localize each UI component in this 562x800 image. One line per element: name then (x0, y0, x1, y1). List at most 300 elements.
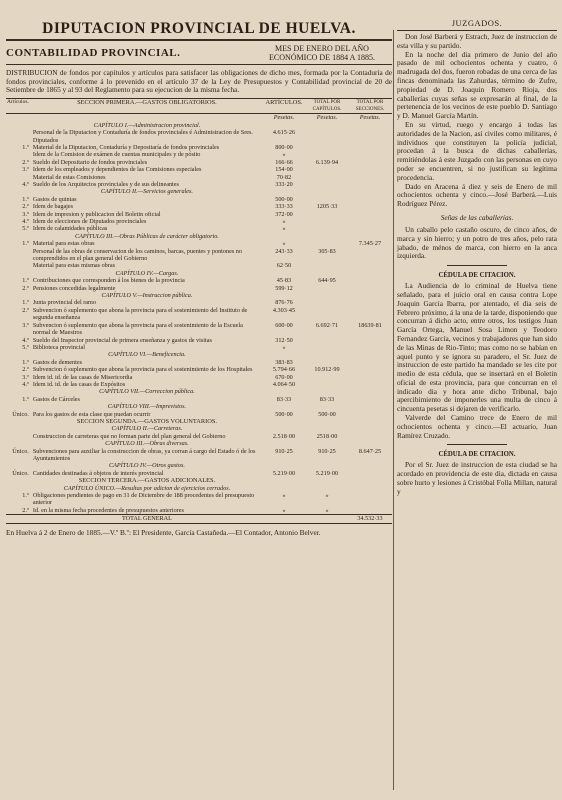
subheader (6, 44, 392, 62)
row-number (6, 122, 32, 129)
chapter-row (6, 292, 392, 299)
row-seccion-total (348, 344, 392, 351)
table-row (6, 433, 392, 440)
table-row (6, 277, 392, 284)
table-row (6, 470, 392, 477)
row-description: CAPÍTULO V.—Instruccion pública. (101, 292, 193, 300)
row-seccion-total (348, 270, 392, 277)
row-number: 1.º (22, 277, 29, 285)
total-label: TOTAL GENERAL (32, 515, 262, 523)
table-row (6, 166, 392, 173)
row-capitulo-total: 6.139·94 (315, 158, 339, 166)
row-seccion-total: 8.647·25 (358, 447, 382, 455)
row-number (6, 270, 32, 277)
row-seccion-total (348, 174, 392, 181)
table-row (6, 181, 392, 188)
row-description: Subvencion ó suplemento que abona la provincia para el sostenimiento de los Hospitales (32, 366, 253, 374)
row-articulo-amount (262, 351, 306, 358)
row-number: 4.º (22, 180, 29, 188)
table-row (6, 366, 392, 373)
row-seccion-total (348, 129, 392, 144)
row-number (6, 174, 32, 181)
row-number (6, 248, 32, 263)
row-capitulo-total (306, 196, 348, 203)
row-capitulo-total: » (325, 506, 329, 514)
chapter-row (6, 485, 392, 492)
row-articulo-amount: 876·76 (275, 299, 293, 307)
row-number: 3.º (22, 166, 29, 174)
row-seccion-total (348, 425, 392, 432)
row-capitulo-total: 5.219·00 (315, 469, 339, 477)
row-seccion-total (348, 218, 392, 225)
table-row (6, 359, 392, 366)
row-seccion-total (348, 144, 392, 151)
row-seccion-total (348, 366, 392, 373)
row-description: CAPÍTULO VI.—Beneficencia. (108, 351, 186, 359)
row-description: Idem id. id. de las casas de Expósitos (32, 380, 126, 388)
row-articulo-amount: 599·12 (275, 284, 293, 292)
row-number (6, 351, 32, 358)
row-number: 4.º (22, 380, 29, 388)
row-articulo-amount (262, 292, 306, 299)
table-row (6, 211, 392, 218)
row-articulo-amount: 333·33 (275, 203, 293, 211)
table-row (6, 225, 392, 232)
contabilidad-heading: CONTABILIDAD PROVINCIAL. (6, 47, 181, 59)
row-seccion-total (348, 351, 392, 358)
table-row (6, 129, 392, 144)
row-number (6, 425, 32, 432)
row-seccion-total (348, 411, 392, 418)
distribution-intro: DISTRIBUCION de fondos por capítulos y artículos para satisfacer las obligaciones de dicho mes, formada por la Contaduría de fondos provinciales, conforme á lo prevenido en el artículo 37 de la Ley de Presupuestos y Contabilidad provincial de 20 de Setiembre de 1865 y al 93 del Reglamento para su ejecucion de la misma fecha. (6, 68, 392, 94)
row-articulo-amount (262, 188, 306, 195)
row-seccion-total (348, 181, 392, 188)
row-seccion-total (348, 477, 392, 484)
row-articulo-amount: 383·83 (275, 358, 293, 366)
table-row (6, 174, 392, 181)
row-number: 2.º (22, 284, 29, 292)
chapter-row (6, 462, 392, 469)
row-capitulo-total: 1205·33 (316, 203, 338, 211)
row-articulo-amount (262, 388, 306, 395)
row-description: Personal de las obras de conservacion de los caminos, barcas, puentes y pontones no comprendidos en el plan general del Gobierno (32, 247, 242, 263)
table-body (6, 122, 392, 515)
row-number: 1.º (22, 195, 29, 203)
row-capitulo-total (306, 225, 348, 232)
row-capitulo-total (306, 151, 348, 158)
row-seccion-total: 18639·81 (358, 321, 382, 329)
row-description: CAPÍTULO ÚNICO.—Resultas por adicion de ejercicios cerrados. (63, 484, 231, 492)
row-seccion-total (348, 492, 392, 507)
row-articulo-amount: 45·83 (276, 277, 292, 285)
row-seccion-total (348, 381, 392, 388)
row-capitulo-total (306, 285, 348, 292)
row-description: Idem de elecciones de Diputados provinciales (32, 218, 147, 225)
row-capitulo-total (306, 270, 348, 277)
row-description: Material de la Diputacion, Contaduría y Depositaría de fondos provinciales (32, 143, 220, 151)
row-capitulo-total (306, 188, 348, 195)
row-seccion-total (348, 485, 392, 492)
row-articulo-amount: 670·00 (275, 373, 293, 381)
total-row (6, 515, 392, 523)
row-capitulo-total (306, 344, 348, 351)
row-capitulo-total (306, 440, 348, 447)
row-description: Junta provincial del ramo (32, 299, 96, 307)
row-capitulo-total (306, 462, 348, 469)
row-seccion-total (348, 462, 392, 469)
table-row (6, 396, 392, 403)
row-description: Idem de la Comision de exámen de cuentas municipales y de pósito (32, 151, 201, 159)
juzgados-heading: JUZGADOS. (451, 18, 503, 28)
row-description: Subvenciones para auxiliar la construccion de obras, ya corran á cargo del Estado ó de los Ayuntamientos (32, 447, 256, 462)
row-seccion-total (348, 151, 392, 158)
row-seccion-total (348, 196, 392, 203)
unit-pesetas: Pesetas. (273, 114, 295, 122)
table-row (6, 159, 392, 166)
row-description: Pensiones concedidas legalmente (32, 284, 116, 292)
table-header-units (6, 114, 392, 122)
row-description: Sueldo de los Arquitectos provinciales y de sus delineantes (32, 180, 179, 188)
row-capitulo-total (306, 403, 348, 410)
table-row (6, 507, 392, 515)
row-description: Cantidades destinadas á objetos de interés provincial (32, 469, 164, 477)
senas-heading: Señas de las caballerías. (440, 212, 514, 222)
row-description: Construccion de carreteras que no forman parte del plan general del Gobierno (32, 432, 226, 440)
divider (397, 30, 557, 31)
row-articulo-amount: 312·50 (275, 336, 293, 344)
row-seccion-total (348, 440, 392, 447)
row-number (6, 433, 32, 440)
table-row (6, 285, 392, 292)
row-description: CAPÍTULO III.—Obras Públicas de carácter obligatorio. (75, 232, 219, 240)
row-capitulo-total (306, 211, 348, 218)
row-articulo-amount (262, 477, 306, 484)
signature-footer: En Huelva á 2 de Enero de 1885.—V.º B.º: El Presidente, García Castañeda.—El Contador, Antonio Belver. (6, 527, 321, 537)
row-number (6, 462, 32, 469)
table-row (6, 381, 392, 388)
row-articulo-amount: » (282, 343, 286, 351)
row-seccion-total (348, 433, 392, 440)
row-seccion-total (348, 277, 392, 284)
row-number: 1.º (22, 143, 29, 151)
month-heading: MES DE ENERO DEL AÑO ECONÓMICO DE 1884 A 1885. (268, 44, 375, 62)
row-description: SECCION TERCERA.—GASTOS ADICIONALES. (78, 477, 216, 485)
row-number: 4.º (22, 218, 29, 225)
row-capitulo-total (306, 381, 348, 388)
row-description: CAPÍTULO II.—Carreteras. (111, 425, 183, 433)
paragraph: La Audiencia de lo criminal de Huelva tiene señalado, para el juicio oral en causa contra Lope Joaquin García Ibarra, por atentado, el dia seis de Febrero próximo, á la una de la tarde, disponiendo que concurran á dicho acto, entre otros, los testigos Juan García Ortega, Manuel Sosa Limon y Teodoro Fernandez García, vecinos y trabajadores que han sido de las Minas de Rio-Tinto; mas como no se habían en aquel punto y se ignora su paradero, el Sr. Juez de instruccion de este partido ha mandado se les cite por medio de esta cédula, que se insertará en el Boletin oficial de esta provincia, para que concurran en el indicado dia y hora ante dicho Tribunal, bajo apercibimiento de imponerles una multa de cinco á cincuenta pesetas si dejaren de verificarlo. (397, 281, 557, 414)
row-articulo-amount: 154·00 (275, 166, 293, 174)
row-seccion-total (348, 203, 392, 210)
row-number (6, 262, 32, 269)
chapter-row (6, 440, 392, 447)
row-number (6, 440, 32, 447)
table-row (6, 322, 392, 337)
row-seccion-total (348, 188, 392, 195)
row-description: Material para estas obras (32, 240, 95, 248)
row-articulo-amount (262, 485, 306, 492)
table-row (6, 262, 392, 269)
row-articulo-amount (262, 418, 306, 425)
column-divider (393, 30, 394, 790)
section-row (6, 418, 392, 425)
row-articulo-amount (262, 122, 306, 129)
chapter-row (6, 122, 392, 129)
unit-pesetas: Pesetas. (316, 114, 338, 122)
row-seccion-total (348, 507, 392, 515)
row-description: Idem de los empleados y dependientes de las Comisiones especiales (32, 166, 202, 174)
row-seccion-total (348, 166, 392, 173)
row-number: Único. (12, 469, 29, 477)
row-number (6, 151, 32, 158)
row-description: Personal de la Diputacion y Contaduría de fondos provinciales é Administracion de Sres. Diputados (32, 129, 253, 144)
row-articulo-amount: 910·25 (275, 447, 293, 455)
row-seccion-total (348, 403, 392, 410)
row-capitulo-total: 10.912·99 (314, 366, 340, 374)
table-row (6, 248, 392, 263)
row-articulo-amount: » (282, 506, 286, 514)
divider (6, 39, 392, 41)
row-number: Único. (12, 447, 29, 455)
row-description: CAPÍTULO III.—Obras diversas. (105, 440, 189, 448)
row-capitulo-total (306, 418, 348, 425)
section-row (6, 477, 392, 484)
table-row (6, 240, 392, 247)
row-capitulo-total: 6.692·71 (315, 321, 339, 329)
paragraph: En la noche del dia primero de Junio del año pasado de mil ochocientos ochenta y cuatro, ó madrugada del dos, fueron robadas de una cerca de las fincas denominada las Zahurdas, término de Zufre, propiedad de D. Joaquin Romero Rioja, dos caballerías cuyas señas se expresarán al final, de la pertenencia de los vecinos de este pueblo D. Santiago y D. Manuel García Martín. (397, 49, 557, 121)
row-capitulo-total: 500·00 (318, 410, 336, 418)
row-capitulo-total (306, 337, 348, 344)
row-articulo-amount: 83·33 (276, 395, 292, 403)
paragraph: Por el Sr. Juez de instruccion de esta ciudad se ha acordado en providencia de este dia, dictada en causa sobre hurto y lesiones á Cristóbal Folla Millan, natural y (397, 460, 557, 496)
row-capitulo-total (306, 485, 348, 492)
row-articulo-amount: 5.794·66 (272, 366, 296, 374)
row-description: Contribuciones que corresponden á los bienes de la provincia (32, 277, 185, 285)
row-seccion-total (348, 307, 392, 322)
row-capitulo-total (306, 181, 348, 188)
row-seccion-total (348, 359, 392, 366)
row-description: Sueldo del Depositario de fondos provinciales (32, 158, 148, 166)
table-header (6, 98, 392, 114)
table-row (6, 151, 392, 158)
row-seccion-total (348, 248, 392, 263)
row-description: Gastos de dementes (32, 358, 83, 366)
row-capitulo-total (306, 144, 348, 151)
divider (447, 444, 507, 445)
row-description: Subvencion ó suplemento que abona la provincia para el sostenimiento del Instituto de segunda enseñanza (32, 306, 248, 322)
row-number: 5.º (22, 343, 29, 351)
row-description: Gastos de Cárceles (32, 395, 80, 403)
paragraph: Don José Barberá y Estrach, Juez de instruccion de esta villa y su partido. (397, 32, 557, 50)
row-number: Único. (12, 410, 29, 418)
row-capitulo-total (306, 477, 348, 484)
chapter-row (6, 425, 392, 432)
total-value: 34.532·33 (348, 515, 392, 523)
row-articulo-amount: 5.219·00 (272, 469, 296, 477)
row-description: CAPÍTULO I.—Administracion provincial. (93, 121, 201, 129)
table-row (6, 218, 392, 225)
row-description: Idem de impresion y publicacion del Boletin oficial (32, 210, 161, 218)
row-capitulo-total (306, 299, 348, 306)
row-number (6, 403, 32, 410)
table-row (6, 344, 392, 351)
row-articulo-amount: 4.064·50 (272, 380, 296, 388)
row-seccion-total (348, 225, 392, 232)
paragraph: Un caballo pelo castaño oscuro, de cinco años, de marca y sin hierro; y un potro de tres años, pelo rata jabado, de ménos de marca, con hierro en la anca izquierda. (397, 224, 557, 261)
row-capitulo-total (306, 174, 348, 181)
table-row (6, 448, 392, 463)
header-articulos2: ARTÍCULOS. (262, 98, 306, 114)
row-number (6, 388, 32, 395)
header-seccion: SECCION PRIMERA.—GASTOS OBLIGATORIOS. (32, 98, 262, 114)
row-number (6, 292, 32, 299)
row-capitulo-total (306, 292, 348, 299)
row-number: 2.º (22, 366, 29, 374)
table-row (6, 203, 392, 210)
row-capitulo-total: 2518·00 (316, 432, 338, 440)
divider (6, 64, 392, 65)
table-row (6, 411, 392, 418)
row-number: 5.º (22, 225, 29, 233)
row-capitulo-total (306, 307, 348, 322)
row-articulo-amount: » (282, 492, 286, 500)
row-seccion-total (348, 299, 392, 306)
row-number: 2.º (22, 203, 29, 211)
row-number: 2.º (22, 506, 29, 514)
row-description: CAPÍTULO VII.—Correccion pública. (99, 388, 195, 396)
row-number: 1.º (22, 358, 29, 366)
header-total-capitulos: TOTAL POR CAPÍTULOS. (306, 98, 348, 114)
row-articulo-amount (262, 425, 306, 432)
row-description: Idem id. id. de las casas de Misericordia (32, 373, 133, 381)
row-seccion-total (348, 122, 392, 129)
budget-table (6, 98, 392, 524)
row-number: 2.º (22, 158, 29, 166)
table-row (6, 374, 392, 381)
row-seccion-total (348, 211, 392, 218)
row-articulo-amount: 4.303·45 (272, 306, 296, 314)
row-capitulo-total (306, 351, 348, 358)
table-row (6, 307, 392, 322)
row-seccion-total (348, 337, 392, 344)
row-articulo-amount: » (282, 218, 286, 225)
row-number (6, 418, 32, 425)
chapter-row (6, 403, 392, 410)
row-seccion-total (348, 233, 392, 240)
row-description: Para los gastos de esta clase que puedan ocurrir (32, 410, 151, 418)
row-description: Idem de calamidades públicas (32, 225, 108, 233)
row-number: 3.º (22, 210, 29, 218)
row-description: Idem de bagajes (32, 203, 74, 211)
row-capitulo-total (306, 425, 348, 432)
row-articulo-amount (262, 233, 306, 240)
row-articulo-amount: 62·50 (276, 262, 292, 270)
row-articulo-amount: 70·82 (276, 173, 292, 181)
row-capitulo-total (306, 233, 348, 240)
row-seccion-total: 7.345·27 (358, 240, 382, 248)
paragraph: Valverde del Camino trece de Enero de mil ochocientos ochenta y cinco.—El actuario, Juan Ramírez Cruzado. (397, 413, 557, 440)
table-row (6, 196, 392, 203)
table-row (6, 144, 392, 151)
page-title: DIPUTACION PROVINCIAL DE HUELVA. (42, 20, 356, 37)
row-capitulo-total (306, 374, 348, 381)
row-number: 4.º (22, 336, 29, 344)
row-articulo-amount (262, 403, 306, 410)
row-description: Material de estas Comisiones (32, 173, 106, 181)
paragraph: Dado en Aracena á diez y seis de Enero de mil ochocientos ochenta y cinco.—José Barberá.—Luis Rodríguez Pérez. (397, 181, 557, 209)
row-articulo-amount: 372·00 (275, 210, 293, 218)
divider (447, 265, 507, 266)
row-capitulo-total (306, 166, 348, 173)
row-seccion-total (348, 374, 392, 381)
row-capitulo-total (306, 122, 348, 129)
row-number (6, 233, 32, 240)
row-articulo-amount: 500·00 (275, 195, 293, 203)
row-description: Obligaciones pendientes de pago en 31 de Diciembre de 188 procedentes del presupuesto anterior (32, 492, 255, 507)
row-seccion-total (348, 418, 392, 425)
row-number: 1.º (22, 492, 29, 500)
row-description: Subvencion ó suplemento que abona la provincia para el sostenimiento de la Escuela normal de Maestros (32, 321, 243, 337)
row-articulo-amount: 166·66 (275, 158, 293, 166)
header-total-secciones: TOTAL POR SECCIONES. (348, 98, 392, 114)
row-description: Material para estas mismas obras (32, 262, 115, 270)
row-capitulo-total (306, 129, 348, 144)
chapter-row (6, 388, 392, 395)
row-capitulo-total: 83·33 (319, 395, 335, 403)
row-seccion-total (348, 159, 392, 166)
row-seccion-total (348, 388, 392, 395)
table-row (6, 492, 392, 507)
chapter-row (6, 233, 392, 240)
row-number: 3.º (22, 373, 29, 381)
unit-pesetas: Pesetas. (359, 114, 381, 122)
row-description: Id. en la misma fecha procedentes de presupuestos anteriores (32, 506, 184, 514)
row-seccion-total (348, 396, 392, 403)
row-articulo-amount: 500·00 (275, 410, 293, 418)
row-description: Gastos de quintas (32, 195, 77, 203)
row-capitulo-total (306, 218, 348, 225)
row-number: 1.º (22, 299, 29, 307)
chapter-row (6, 188, 392, 195)
row-articulo-amount: 2.518·00 (272, 432, 296, 440)
row-description: Sueldo del Inspector provincial de primera enseñanza y gastos de visitas (32, 336, 212, 344)
row-number: 2.º (22, 306, 29, 314)
cedula-heading: CÉDULA DE CITACION. (438, 451, 516, 459)
row-articulo-amount (262, 270, 306, 277)
left-column (6, 18, 392, 790)
row-articulo-amount (262, 440, 306, 447)
row-number (6, 129, 32, 144)
row-articulo-amount: 600·00 (275, 321, 293, 329)
row-number: 3.º (22, 321, 29, 329)
row-articulo-amount: » (282, 225, 286, 233)
row-seccion-total (348, 470, 392, 477)
row-description: SECCION SEGUNDA.—GASTOS VOLUNTARIOS. (76, 417, 218, 425)
right-column (397, 18, 557, 790)
chapter-row (6, 270, 392, 277)
row-capitulo-total (306, 262, 348, 269)
paragraph: En su virtud, ruego y encargo á todas las autoridades de la Nacion, así civiles como militares, é individuos que constituyen la policía judicial, procedan á la busca de dichas caballerías, remitiéndolas á este Juzgado con las personas en cuyo poder se encuentren, si no justifican su legítima procedencia. (397, 119, 557, 182)
row-number (6, 485, 32, 492)
row-description: CAPÍTULO II.—Servicios generales. (100, 188, 193, 196)
row-seccion-total (348, 262, 392, 269)
row-capitulo-total (306, 240, 348, 247)
row-articulo-amount: 4.615·26 (272, 129, 296, 137)
cedula-heading: CÉDULA DE CITACION. (438, 272, 516, 280)
table-row (6, 337, 392, 344)
row-description: Biblioteca provincial (32, 343, 85, 351)
row-number: 1.º (22, 395, 29, 403)
